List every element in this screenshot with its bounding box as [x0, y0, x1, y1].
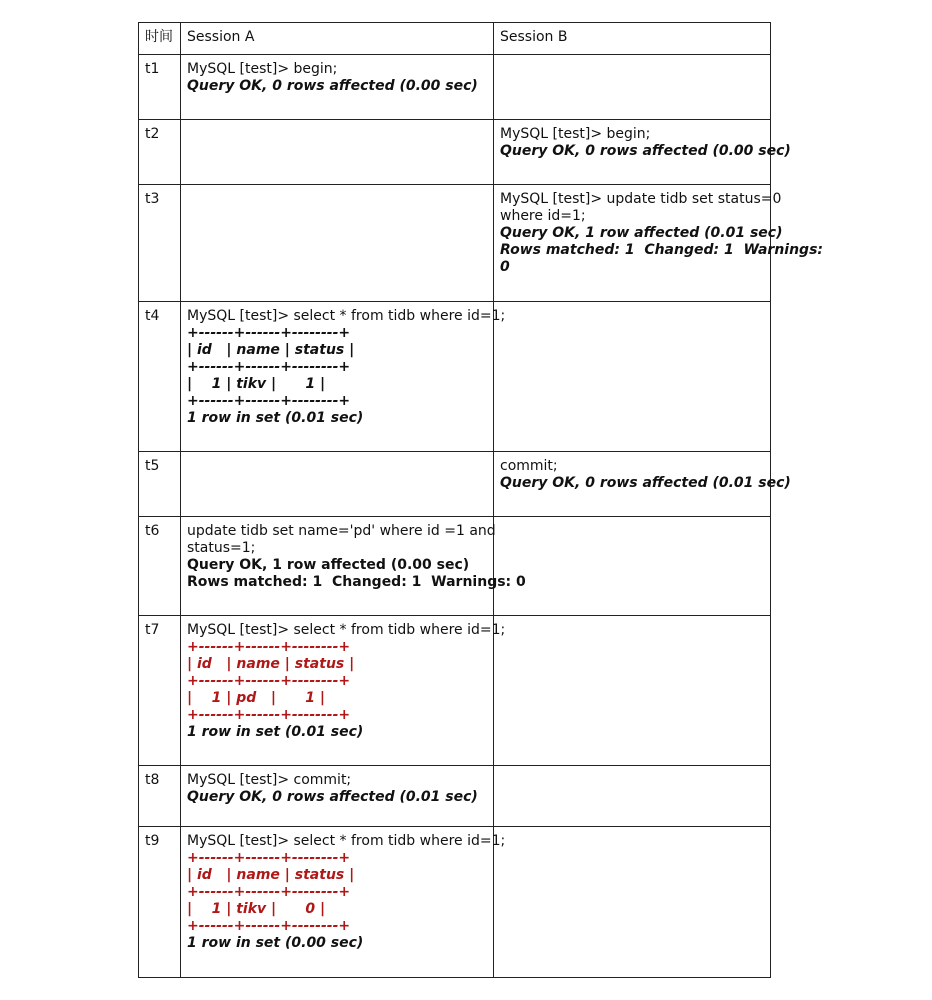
sql-output-line: 1 row in set (0.00 sec) [187, 935, 364, 951]
timeline-row [139, 302, 771, 452]
time-cell: t7 [139, 616, 181, 766]
sql-command-line: MySQL [test]> begin; [500, 126, 651, 142]
timeline-row [139, 517, 771, 616]
time-cell: t6 [139, 517, 181, 616]
result-table-line: +------+------+--------+ [187, 639, 351, 655]
time-cell: t2 [139, 120, 181, 185]
sql-command-line: MySQL [test]> commit; [187, 772, 352, 788]
time-cell: t3 [139, 185, 181, 302]
result-table-line: | id | name | status | [187, 342, 355, 358]
session-a-cell [181, 185, 494, 302]
session-b-cell [494, 185, 823, 302]
result-table-line: +------+------+--------+ [187, 673, 351, 689]
time-cell: t8 [139, 766, 181, 827]
timeline-row [139, 55, 771, 120]
session-b-cell [494, 517, 771, 616]
sql-output-line: Query OK, 1 row affected (0.00 sec) [187, 557, 470, 573]
result-table-line: +------+------+--------+ [187, 359, 351, 375]
sql-command-line: status=1; [187, 540, 256, 556]
timeline-row [139, 766, 771, 827]
sql-command-line: where id=1; [500, 208, 586, 224]
sql-command-line: MySQL [test]> begin; [187, 61, 338, 77]
sql-command-line: update tidb set name='pd' where id =1 and [187, 523, 496, 539]
result-table-line: +------+------+--------+ [187, 707, 351, 723]
sql-command-line: commit; [500, 458, 558, 474]
header-session-a: Session A [181, 23, 494, 55]
header-session-b: Session B [494, 23, 771, 55]
session-a-cell [181, 55, 494, 120]
result-table-line: +------+------+--------+ [187, 884, 351, 900]
session-a-cell [181, 616, 506, 766]
timeline-row [139, 616, 771, 766]
result-table-line: | 1 | pd | 1 | [187, 690, 325, 706]
result-table-line: | id | name | status | [187, 656, 355, 672]
sql-command-line: MySQL [test]> select * from tidb where id=1; [187, 308, 506, 324]
session-a-cell [181, 452, 494, 517]
result-table-line: | id | name | status | [187, 867, 355, 883]
sql-command-line: MySQL [test]> update tidb set status=0 [500, 191, 782, 207]
session-a-cell [181, 517, 526, 616]
time-cell: t5 [139, 452, 181, 517]
transaction-timeline-table [138, 22, 823, 978]
sql-output-line: Query OK, 1 row affected (0.01 sec) [500, 225, 783, 241]
session-a-cell [181, 827, 506, 978]
sql-command-line: MySQL [test]> select * from tidb where id=1; [187, 833, 506, 849]
session-b-cell [494, 766, 771, 827]
sql-output-line: Query OK, 0 rows affected (0.00 sec) [500, 143, 791, 159]
result-table-line: +------+------+--------+ [187, 325, 351, 341]
sql-output-line: Query OK, 0 rows affected (0.01 sec) [500, 475, 791, 491]
timeline-row [139, 120, 771, 185]
session-b-cell [494, 55, 771, 120]
result-table-line: | 1 | tikv | 1 | [187, 376, 326, 392]
time-cell: t4 [139, 302, 181, 452]
session-a-cell [181, 120, 494, 185]
sql-output-line: Query OK, 0 rows affected (0.01 sec) [187, 789, 478, 805]
sql-output-line: 1 row in set (0.01 sec) [187, 724, 364, 740]
timeline-row [139, 452, 771, 517]
result-table-line: | 1 | tikv | 0 | [187, 901, 326, 917]
time-cell: t9 [139, 827, 181, 978]
session-b-cell [494, 827, 771, 978]
sql-output-line: Rows matched: 1 Changed: 1 Warnings: [500, 242, 823, 258]
session-b-cell [494, 452, 791, 517]
sql-output-line: 0 [500, 259, 510, 275]
sql-output-line: Rows matched: 1 Changed: 1 Warnings: 0 [187, 574, 526, 590]
header-row [139, 23, 771, 55]
session-b-cell [494, 120, 791, 185]
timeline-row [139, 185, 771, 302]
sql-command-line: MySQL [test]> select * from tidb where id=1; [187, 622, 506, 638]
sql-output-line: Query OK, 0 rows affected (0.00 sec) [187, 78, 478, 94]
timeline-row [139, 827, 771, 978]
session-a-cell [181, 766, 494, 827]
result-table-line: +------+------+--------+ [187, 393, 351, 409]
session-b-cell [494, 302, 771, 452]
header-time: 时间 [139, 23, 181, 55]
sql-output-line: 1 row in set (0.01 sec) [187, 410, 364, 426]
session-a-cell [181, 302, 506, 452]
session-b-cell [494, 616, 771, 766]
time-cell: t1 [139, 55, 181, 120]
result-table-line: +------+------+--------+ [187, 850, 351, 866]
result-table-line: +------+------+--------+ [187, 918, 351, 934]
